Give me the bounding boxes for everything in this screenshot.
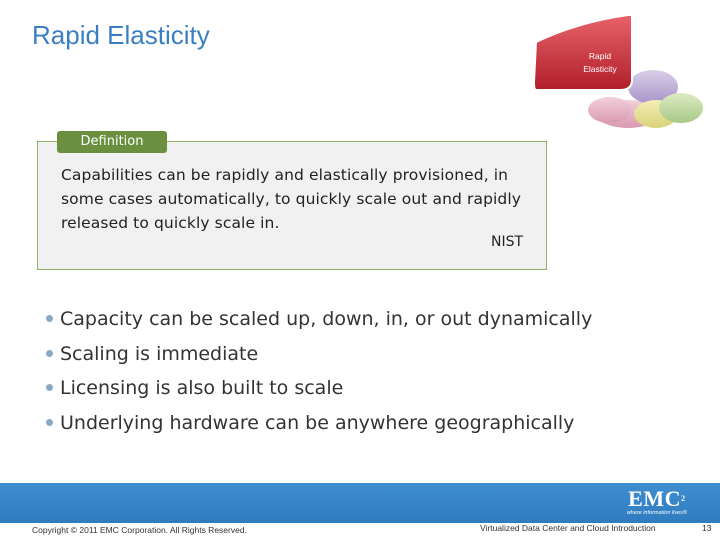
graphic-label-line1: Rapid: [588, 51, 612, 61]
definition-text: Capabilities can be rapidly and elastically provisioned, in some cases automatically, to quickly scale out and rapidly released to quickly scale in.: [61, 166, 522, 232]
footer-band: [0, 483, 720, 523]
emc-logo-tagline: where information lives®: [626, 510, 687, 516]
bullet-text: Underlying hardware can be anywhere geographically: [60, 411, 575, 434]
rapid-elasticity-piece: [534, 15, 632, 90]
definition-tab: Definition: [57, 131, 167, 153]
emc-logo-text: EMC: [628, 486, 681, 511]
footer-course-title: Virtualized Data Center and Cloud Introduction: [480, 523, 656, 533]
bullet-text: Capacity can be scaled up, down, in, or out dynamically: [60, 308, 593, 330]
cloud-piece-pink-left: [588, 97, 632, 123]
slide-title: Rapid Elasticity: [32, 20, 210, 50]
bullet-item: [44, 302, 592, 337]
bullet-item: [44, 371, 592, 406]
bullet-icon: [46, 350, 53, 357]
definition-source: NIST: [491, 234, 524, 250]
cloud-characteristics-graphic: [528, 12, 708, 130]
bullet-list: [44, 302, 592, 440]
graphic-label-line2: Elasticity: [583, 64, 617, 74]
bullet-icon: [46, 419, 53, 426]
emc-logo-superscript: 2: [681, 494, 686, 503]
bullet-text: Scaling is immediate: [60, 342, 259, 365]
bullet-icon: [46, 384, 53, 391]
bullet-icon: [46, 315, 53, 322]
page-number: 13: [702, 523, 712, 533]
cloud-piece-green: [659, 93, 703, 123]
footer-copyright: Copyright © 2011 EMC Corporation. All Rights Reserved.: [32, 525, 247, 535]
emc-logo: [627, 488, 687, 517]
bullet-item: [44, 406, 592, 441]
bullet-item: [44, 337, 592, 372]
bullet-text: Licensing is also built to scale: [60, 377, 344, 399]
